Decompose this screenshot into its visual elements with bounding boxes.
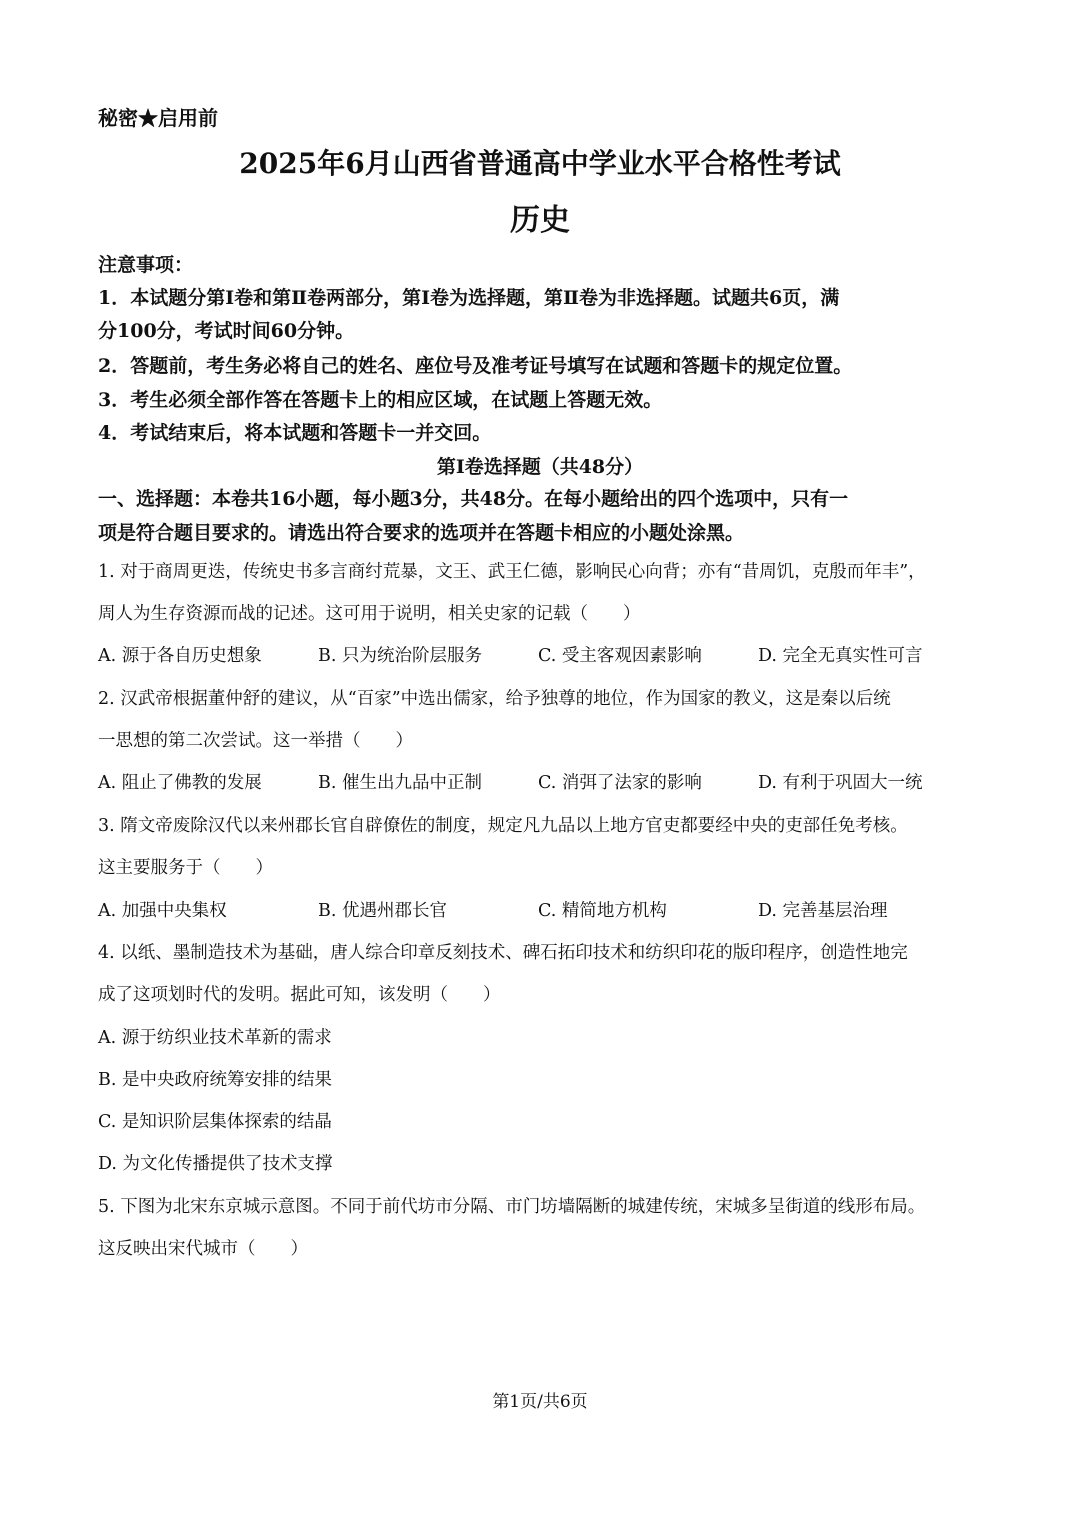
option-b[interactable]: B. 只为统治阶层服务	[318, 646, 482, 666]
question-5-text: 5. 下图为北宋东京城示意图。不同于前代坊市分隔、市门坊墙隔断的城建传统，宋城多呈街道的线形布局。	[98, 1197, 926, 1217]
option-b[interactable]: B. 催生出九品中正制	[318, 773, 482, 793]
option-d[interactable]: D. 完善基层治理	[758, 901, 888, 921]
option-c[interactable]: C. 受主客观因素影响	[538, 646, 702, 666]
question-5-text: 这反映出宋代城市（ ）	[98, 1239, 308, 1259]
question-1-text: 1. 对于商周更迭，传统史书多言商纣荒暴，文王、武王仁德，影响民心向背；亦有“昔周饥，克殷而年丰”，	[98, 562, 926, 582]
option-d[interactable]: D. 有利于巩固大一统	[758, 773, 923, 793]
question-2-text: 一思想的第二次尝试。这一举措（ ）	[98, 731, 413, 751]
question-1-text: 周人为生存资源而战的记述。这可用于说明，相关史家的记载（ ）	[98, 604, 641, 624]
question-2-text: 2. 汉武帝根据董仲舒的建议，从“百家”中选出儒家，给予独尊的地位，作为国家的教义，这是秦以后统	[98, 689, 891, 709]
option-a[interactable]: A. 阻止了佛教的发展	[98, 773, 262, 793]
notice-heading: 注意事项：	[98, 254, 194, 276]
question-3-text: 3. 隋文帝废除汉代以来州郡长官自辟僚佐的制度，规定凡九品以上地方官吏都要经中央的吏部任免考核。	[98, 816, 908, 836]
section-instructions: 一、选择题：本卷共16小题，每小题3分，共48分。在每小题给出的四个选项中，只有一	[98, 488, 849, 510]
option-a[interactable]: A. 源于纺织业技术革新的需求	[98, 1028, 332, 1048]
question-4-text: 4. 以纸、墨制造技术为基础，唐人综合印章反刻技术、碑石拓印技术和纺织印花的版印程序，创造性地完	[98, 943, 908, 963]
subject-title: 历史	[510, 203, 570, 238]
option-b[interactable]: B. 优遇州郡长官	[318, 901, 447, 921]
question-3-text: 这主要服务于（ ）	[98, 858, 273, 878]
option-b[interactable]: B. 是中央政府统筹安排的结果	[98, 1070, 332, 1090]
question-2-options	[98, 775, 978, 793]
secret-label: 秘密★启用前	[98, 106, 218, 130]
notice-item: 1．本试题分第Ⅰ卷和第Ⅱ卷两部分，第Ⅰ卷为选择题，第Ⅱ卷为非选择题。试题共6页，满	[98, 287, 840, 309]
notice-item: 2．答题前，考生务必将自己的姓名、座位号及准考证号填写在试题和答题卡的规定位置。	[98, 355, 853, 377]
notice-item: 3．考生必须全部作答在答题卡上的相应区域，在试题上答题无效。	[98, 389, 663, 411]
option-a[interactable]: A. 加强中央集权	[98, 901, 227, 921]
page-number: 第1页/共6页	[492, 1392, 588, 1412]
option-c[interactable]: C. 是知识阶层集体探索的结晶	[98, 1112, 332, 1132]
section-instructions: 项是符合题目要求的。请选出符合要求的选项并在答题卡相应的小题处涂黑。	[98, 522, 745, 544]
option-d[interactable]: D. 完全无真实性可言	[758, 646, 923, 666]
option-d[interactable]: D. 为文化传播提供了技术支撑	[98, 1154, 333, 1174]
option-a[interactable]: A. 源于各自历史想象	[98, 646, 262, 666]
question-1-options	[98, 648, 978, 666]
notice-item: 分100分，考试时间60分钟。	[98, 320, 355, 342]
exam-title: 2025年6月山西省普通高中学业水平合格性考试	[239, 147, 841, 180]
option-c[interactable]: C. 消弭了法家的影响	[538, 773, 702, 793]
question-4-text: 成了这项划时代的发明。据此可知，该发明（ ）	[98, 985, 501, 1005]
section-title: 第Ⅰ卷选择题（共48分）	[436, 456, 644, 478]
question-3-options	[98, 903, 978, 921]
notice-item: 4．考试结束后，将本试题和答题卡一并交回。	[98, 422, 492, 444]
option-c[interactable]: C. 精简地方机构	[538, 901, 667, 921]
